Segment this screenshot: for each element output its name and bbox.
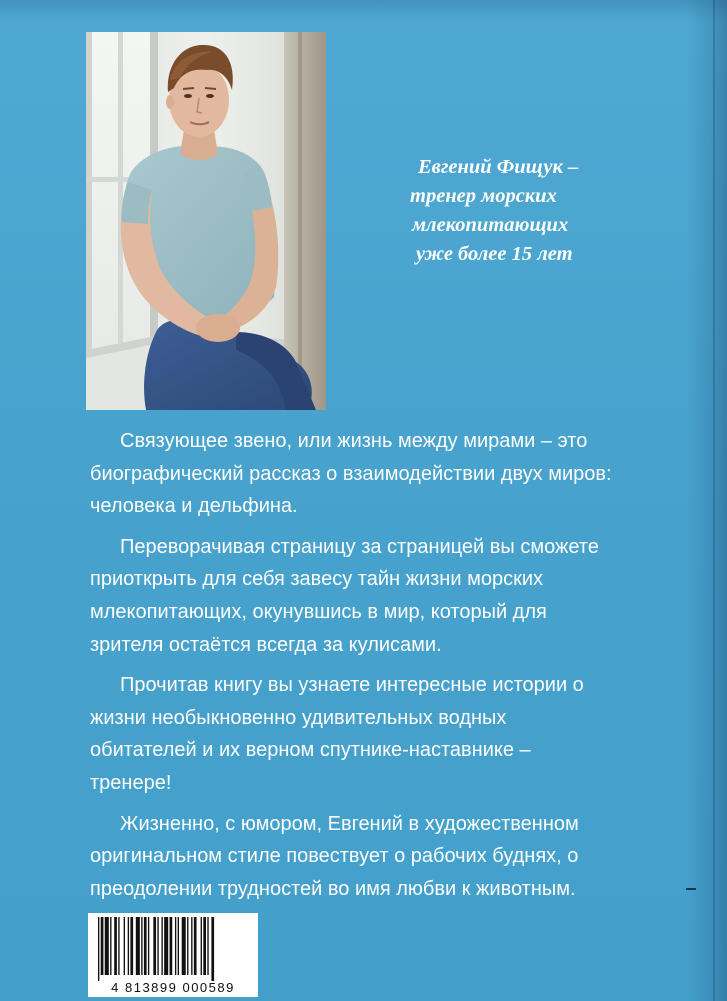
barcode-bar bbox=[136, 917, 140, 975]
caption-line: млекопитающих bbox=[412, 214, 569, 236]
barcode-bar bbox=[203, 917, 206, 975]
description-paragraph bbox=[90, 808, 660, 906]
barcode-bar bbox=[161, 917, 162, 975]
print-mark bbox=[686, 888, 696, 890]
barcode-bar bbox=[182, 917, 186, 975]
text-line: Переворачивая страницу за страницей вы сможете bbox=[120, 535, 599, 558]
spine-fold-line bbox=[713, 0, 715, 1001]
barcode-bar bbox=[148, 917, 149, 975]
barcode-bar bbox=[194, 917, 197, 975]
text-line: зрителя остаётся всегда за кулисами. bbox=[90, 633, 442, 656]
barcode-bar bbox=[118, 917, 119, 975]
barcode-bar bbox=[128, 917, 129, 975]
barcode-bar bbox=[130, 917, 133, 975]
text-line: млекопитающих, окунувшись в мир, который для bbox=[90, 600, 547, 623]
barcode-bars bbox=[88, 913, 258, 983]
top-edge-shadow bbox=[0, 0, 727, 22]
author-caption bbox=[410, 153, 650, 269]
text-line: обитателей и их верном спутнике-наставнике – bbox=[90, 739, 531, 762]
barcode-bar bbox=[110, 917, 111, 975]
description-paragraph bbox=[90, 531, 660, 661]
text-line: Жизненно, с юмором, Евгений в художественном bbox=[120, 812, 579, 835]
barcode-bar bbox=[164, 917, 168, 975]
barcode-bar bbox=[201, 917, 202, 975]
barcode-bar bbox=[153, 917, 156, 975]
barcode-bar bbox=[211, 917, 214, 981]
barcode-bar bbox=[207, 917, 208, 975]
barcode-bar bbox=[157, 917, 158, 975]
text-line: оригинальном стиле повествует о рабочих буднях, о bbox=[90, 845, 579, 868]
barcode-bar bbox=[170, 917, 173, 975]
text-line: жизни необыкновенно удивительных водных bbox=[90, 706, 507, 729]
barcode-bar bbox=[114, 917, 117, 975]
text-line: тренере! bbox=[90, 771, 172, 794]
barcode-bar bbox=[141, 917, 142, 975]
text-line: Прочитав книгу вы узнаете интересные истории о bbox=[120, 674, 584, 697]
description-paragraph bbox=[90, 425, 660, 523]
barcode-digits: 4 813899 000589 bbox=[111, 980, 235, 995]
text-line: приоткрыть для себя завесу тайн жизни морских bbox=[90, 568, 543, 591]
barcode-bar bbox=[178, 917, 179, 975]
author-photo bbox=[86, 32, 326, 410]
text-line: человека и дельфина. bbox=[90, 495, 298, 518]
book-description bbox=[90, 425, 660, 913]
barcode-bar bbox=[124, 917, 125, 975]
barcode-bar bbox=[101, 917, 104, 975]
caption-line: тренер морских bbox=[410, 185, 557, 207]
text-line: Связующее звено, или жизнь между мирами – это bbox=[120, 430, 588, 452]
description-paragraph bbox=[90, 669, 660, 799]
isbn-barcode bbox=[88, 913, 258, 997]
caption-line: уже более 15 лет bbox=[416, 243, 573, 265]
text-line: биографический рассказ о взаимодействии двух миров: bbox=[90, 462, 612, 485]
spine-edge-shadow bbox=[687, 0, 727, 1001]
barcode-bar bbox=[175, 917, 176, 975]
barcode-bar bbox=[191, 917, 192, 975]
caption-line: Евгений Фищук – bbox=[418, 156, 579, 178]
text-line: преодолении трудностей во имя любви к животным. bbox=[90, 877, 576, 900]
barcode-bar bbox=[144, 917, 147, 975]
barcode-bar bbox=[187, 917, 188, 975]
barcode-bar bbox=[98, 917, 99, 981]
barcode-bar bbox=[105, 917, 109, 975]
